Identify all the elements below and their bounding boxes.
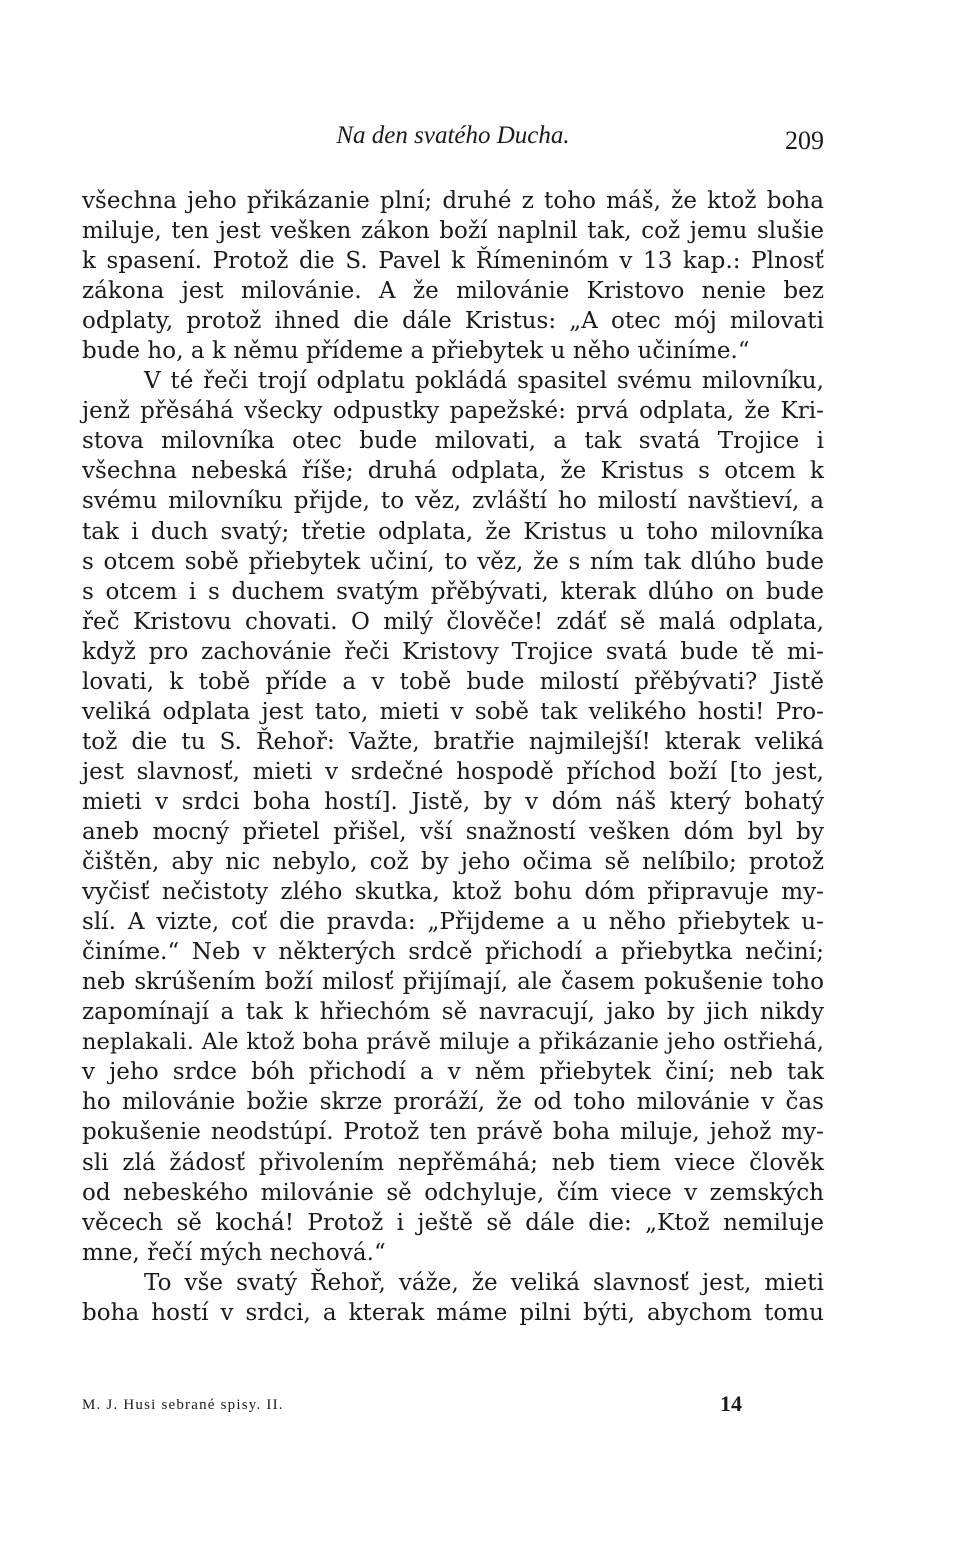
- text-line: neplakali. Ale ktož boha právě miluje a přikázanie jeho ostřiehá,: [82, 1029, 824, 1056]
- text-line: tož die tu S. Řehoř: Važte, bratřie najmilejší! kterak veliká: [82, 728, 824, 755]
- body-text: [82, 186, 824, 1328]
- text-line: jenž přěsáhá všecky odpustky papežské: prvá odplata, že Kri-: [82, 398, 824, 425]
- sheet-number: 14: [720, 1391, 742, 1416]
- text-line: s otcem i s duchem svatým přěbývati, kterak dlúho on bude: [82, 578, 824, 605]
- text-line: neb skrúšením boží milosť přijímají, ale časem pokušenie toho: [82, 969, 824, 996]
- text-line: lovati, k tobě příde a v tobě bude milostí přěbývati? Jistě: [82, 668, 824, 695]
- text-line: řeč Kristovu chovati. O milý člověče! zdáť sě malá odplata,: [82, 608, 824, 635]
- text-line: mieti v srdci boha hostí]. Jistě, by v dóm náš který bohatý: [82, 788, 824, 815]
- text-line: mne, řečí mých nechová.“: [82, 1239, 386, 1266]
- text-line: miluje, ten jest vešken zákon boží naplnil tak, což jemu slušie: [82, 218, 824, 245]
- text-line: veliká odplata jest tato, mieti v sobě tak velikého hosti! Pro-: [82, 698, 824, 725]
- text-line: všechna nebeská říše; druhá odplata, že Kristus s otcem k: [82, 458, 824, 485]
- page-header: [82, 122, 824, 162]
- page-number: 209: [785, 126, 824, 155]
- text-line: když pro zachovánie řeči Kristovy Trojice svatá bude tě mi-: [82, 638, 824, 665]
- text-line: tak i duch svatý; třetie odplata, že Kristus u toho milovníka: [82, 518, 824, 545]
- printer-signature: M. J. Husi sebrané spisy. II.: [82, 1397, 284, 1413]
- text-line: všechna jeho přikázanie plní; druhé z toho máš, že ktož boha: [82, 188, 824, 214]
- text-line: věcech sě kochá! Protož i ještě sě dále die: „Ktož nemiluje: [82, 1209, 824, 1236]
- text-line: od nebeského milovánie sě odchyluje, čím viece v zemských: [82, 1179, 824, 1206]
- text-line: s otcem sobě přiebytek učiní, to věz, že s ním tak dlúho bude: [82, 548, 824, 575]
- text-line: činíme.“ Neb v některých srdcě přichodí a přiebytka nečiní;: [82, 939, 824, 966]
- text-line: bude ho, a k němu přídeme a přiebytek u něho učiníme.“: [82, 338, 750, 365]
- text-line: To vše svatý Řehoř, váže, že veliká slavnosť jest, mieti: [144, 1269, 824, 1296]
- text-line: odplaty, protož ihned die dále Kristus: „A otec mój milovati: [82, 308, 824, 335]
- text-line: slí. A vizte, coť die pravda: „Přijdeme a u něho přiebytek u-: [82, 909, 824, 936]
- text-line: svému milovníku přijde, to věz, zvláští ho milostí navštieví, a: [82, 488, 824, 515]
- text-line: boha hostí v srdci, a kterak máme pilni býti, abychom tomu: [82, 1299, 824, 1326]
- text-line: ho milovánie božie skrze proráží, že od toho milovánie v čas: [82, 1089, 824, 1116]
- text-line: vyčisť nečistoty zlého skutka, ktož bohu dóm připravuje my-: [82, 879, 824, 906]
- text-line: V té řeči trojí odplatu pokládá spasitel svému milovníku,: [144, 368, 824, 395]
- text-line: sli zlá žádosť přivolením nepřěmáhá; neb tiem viece člověk: [82, 1149, 824, 1176]
- text-line: zapomínají a tak k hřiechóm sě navracují, jako by jich nikdy: [82, 999, 824, 1026]
- text-line: jest slavnosť, mieti v srdečné hospodě příchod boží [to jest,: [82, 758, 824, 785]
- running-title: Na den svatého Ducha.: [336, 122, 570, 149]
- text-line: k spasení. Protož die S. Pavel k Římeninóm v 13 kap.: Plnosť: [82, 248, 824, 275]
- text-line: pokušenie neodstúpí. Protož ten právě boha miluje, jehož my-: [82, 1119, 824, 1146]
- page-footer: [82, 1391, 742, 1421]
- text-line: stova milovníka otec bude milovati, a tak svatá Trojice i: [82, 428, 824, 455]
- text-line: zákona jest milovánie. A že milovánie Kristovo nenie bez: [82, 278, 824, 305]
- text-line: aneb mocný přietel přišel, vší snažností vešken dóm byl by: [82, 818, 824, 845]
- text-line: čištěn, aby nic nebylo, což by jeho očima sě nelíbilo; protož: [82, 849, 824, 876]
- text-line: v jeho srdce bóh přichodí a v něm přiebytek činí; neb tak: [82, 1059, 824, 1086]
